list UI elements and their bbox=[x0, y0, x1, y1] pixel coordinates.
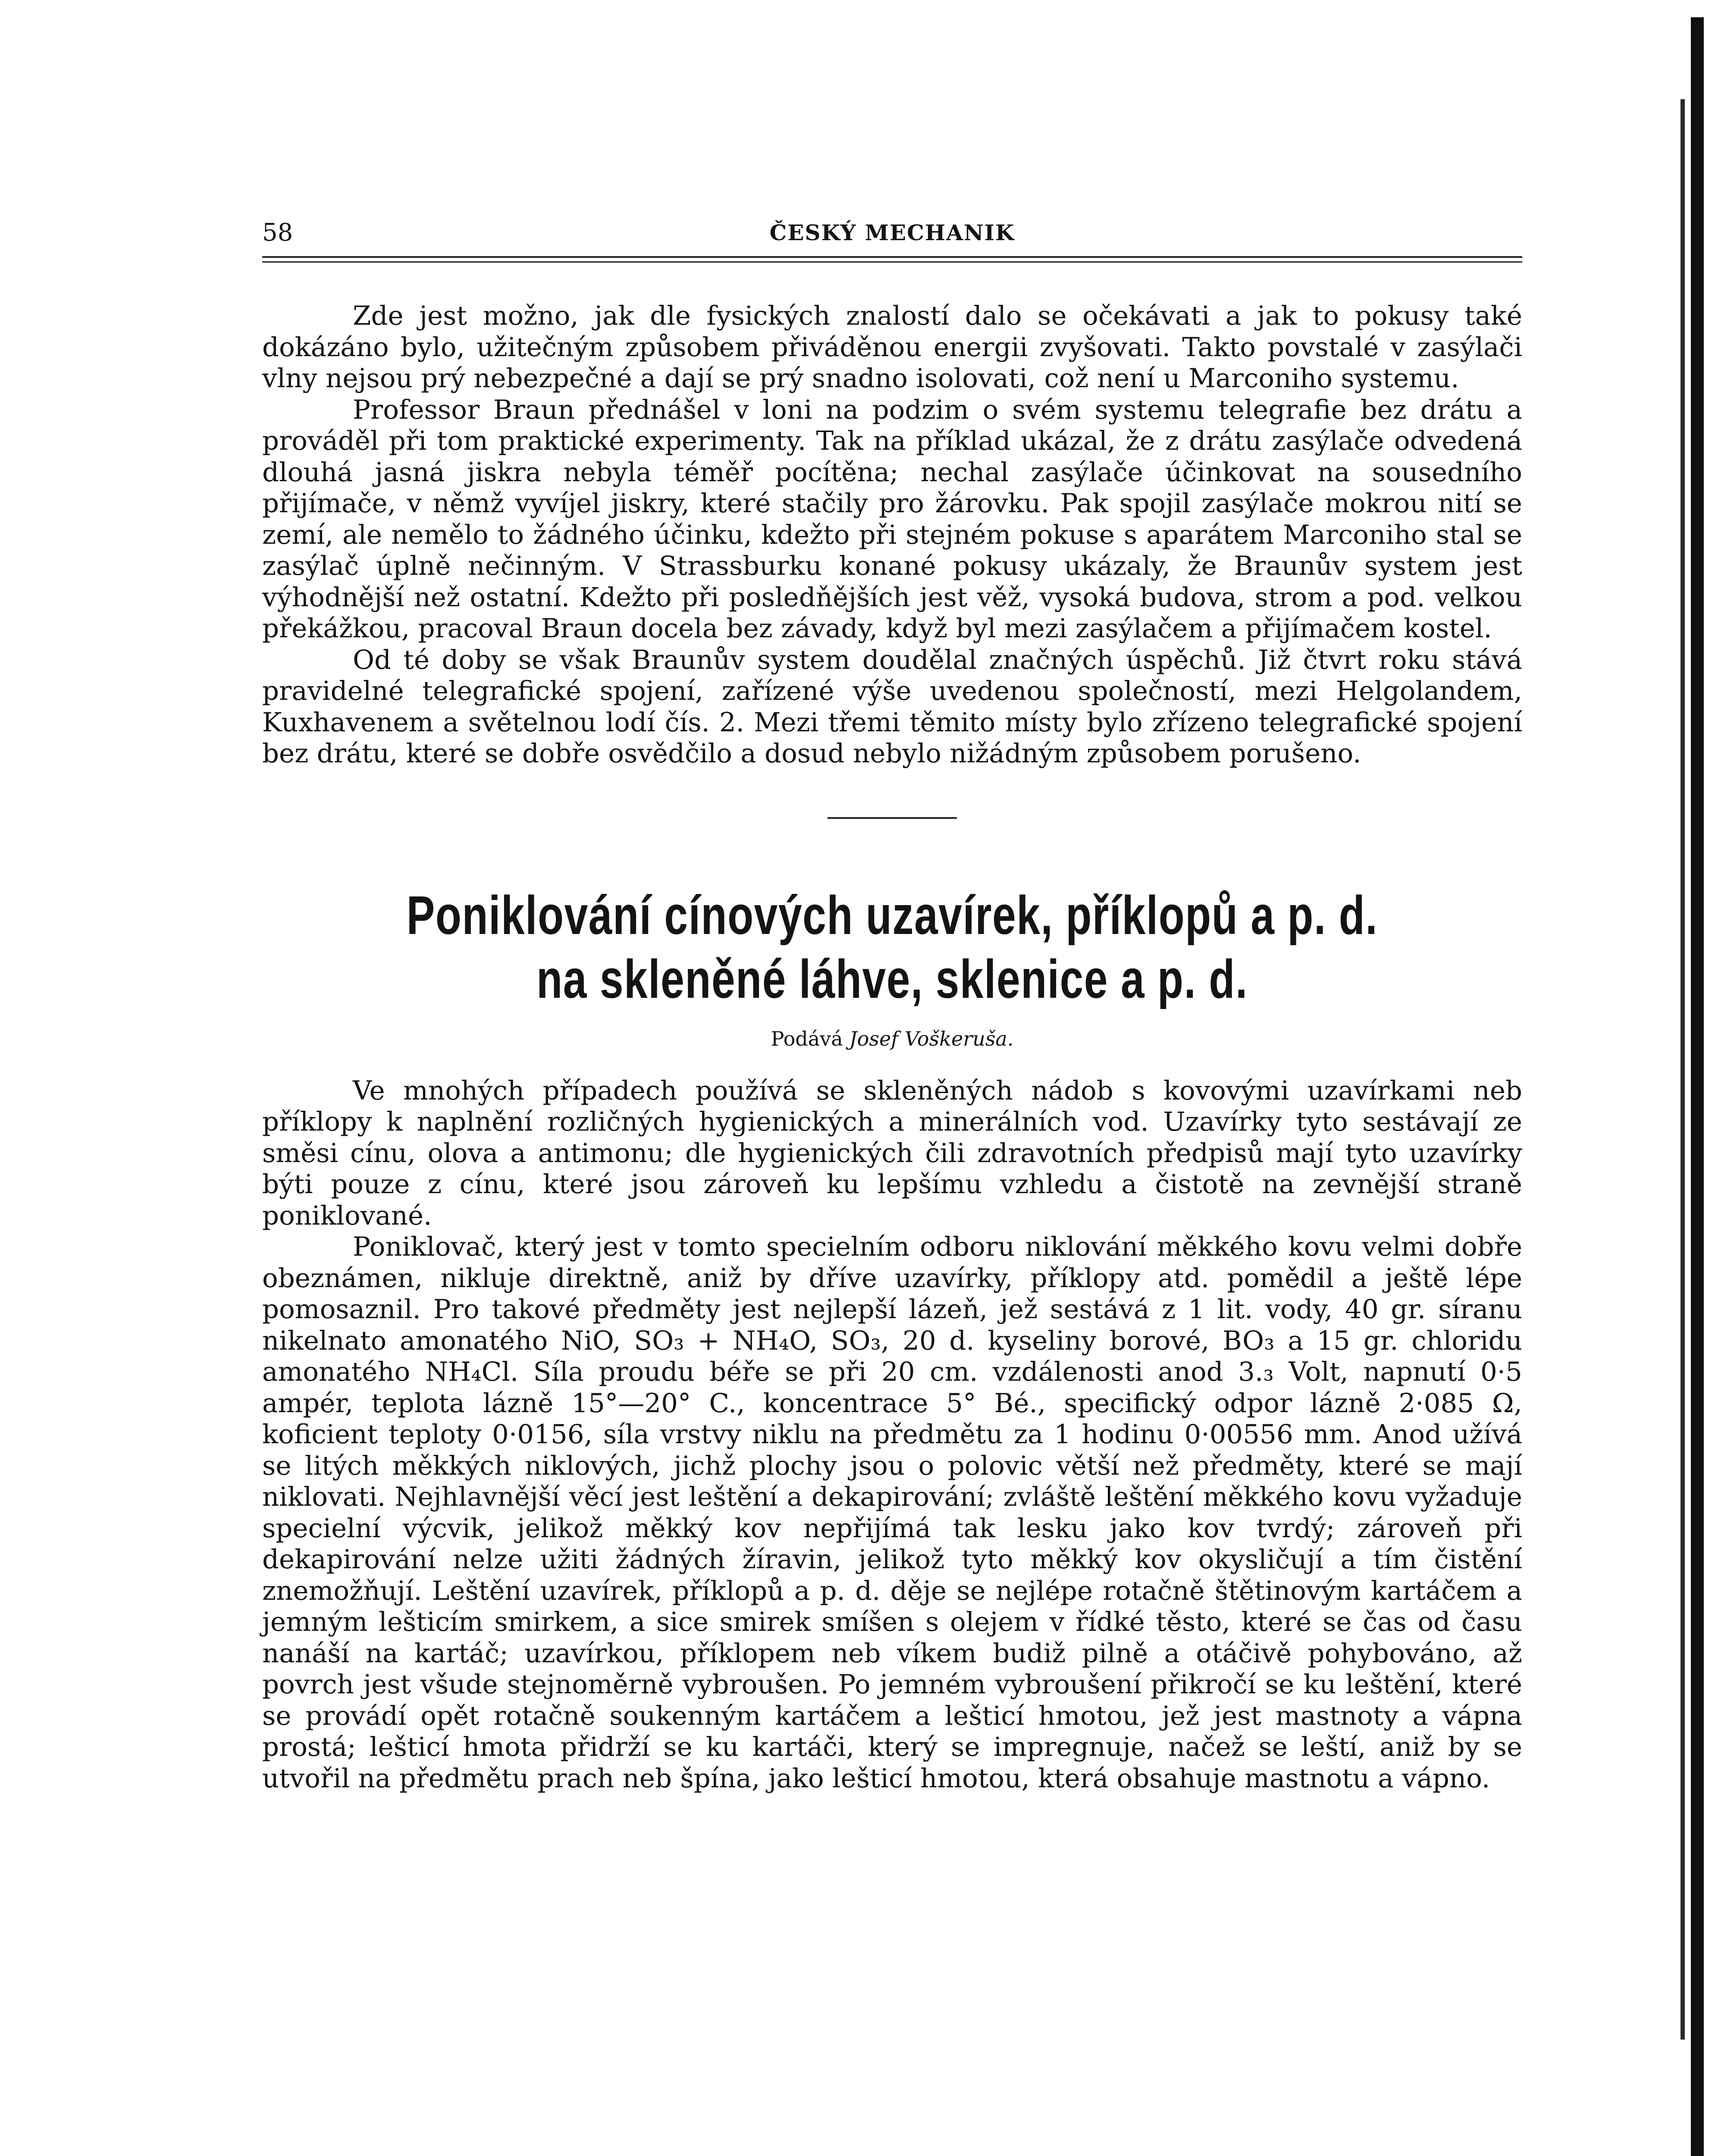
page-edge-shadow bbox=[1691, 17, 1704, 2156]
header-double-rule bbox=[262, 256, 1522, 263]
article-body bbox=[262, 1075, 1522, 1795]
byline-author: Josef Voškeruša. bbox=[849, 1027, 1014, 1050]
article-byline bbox=[262, 1026, 1522, 1052]
page-header bbox=[262, 216, 1522, 250]
article-paragraph-1: Ve mnohých případech používá se skleněných nádob s kovovými uzavírkami neb příklopy k naplnění rozličných hygienických a minerálních vod. Uzavírky tyto sestávají ze směsi cínu, olova a antimonu; dle hygienických čili zdravotních předpisů mají tyto uzavírky býti pouze z cínu, které jsou zároveň ku lepšímu vzhledu a čistotě na zevnější straně poniklované. bbox=[262, 1075, 1522, 1231]
article-title-line-2: na skleněné láhve, sklenice a p. d. bbox=[536, 948, 1248, 1009]
page-number: 58 bbox=[262, 219, 293, 247]
intro-section bbox=[262, 301, 1522, 770]
document-page bbox=[262, 216, 1522, 1794]
byline-prefix: Podává bbox=[771, 1027, 843, 1050]
intro-paragraph-1: Zde jest možno, jak dle fysických znalostí dalo se očekávati a jak to pokusy také dokázáno bylo, užitečným způsobem přiváděnou energii zvyšovati. Takto povstalé v zasýlači vlny nejsou prý nebezpečné a dají se prý snadno isolovati, což není u Marconiho systemu. bbox=[262, 301, 1522, 394]
article-title bbox=[401, 884, 1383, 1011]
intro-paragraph-3: Od té doby se však Braunův system doudělal značných úspěchů. Již čtvrt roku stává pravidelné telegrafické spojení, zařízené výše uvedenou společností, mezi Helgolandem, Kuxhavenem a světelnou lodí čís. 2. Mezi třemi těmito místy bylo zřízeno telegrafické spojení bez drátu, které se dobře osvědčilo a dosud nebylo nižádným způsobem porušeno. bbox=[262, 644, 1522, 769]
article-paragraph-2: Poniklovač, který jest v tomto specielním odboru niklování měkkého kovu velmi dobře obeznámen, nikluje direktně, aniž by dříve uzavírky, příklopy atd. pomědil a ještě lépe pomosaznil. Pro takové předměty jest nejlepší lázeň, jež sestává z 1 lit. vody, 40 gr. síranu nikelnato amonatého NiO, SO₃ + NH₄O, SO₃, 20 d. kyseliny borové, BO₃ a 15 gr. chloridu amonatého NH₄Cl. Síla proudu béře se při 20 cm. vzdálenosti anod 3.₃ Volt, napnutí 0·5 ampér, teplota lázně 15°—20° C., koncentrace 5° Bé., specifický odpor lázně 2·085 Ω, koficient teploty 0·0156, síla vrstvy niklu na předmětu za 1 hodinu 0·00556 mm. Anod užívá se litých měkkých niklových, jichž plochy jsou o polovic větší než předměty, které se mají niklovati. Nejhlavnější věcí jest leštění a dekapirování; zvláště leštění měkkého kovu vyžaduje specielní výcvik, jelikož měkký kov nepřijímá tak lesku jako kov tvrdý; zároveň při dekapirování nelze užiti žádných žíravin, jelikož tyto měkký kov okysličují a tím čistění znemožňují. Leštění uzavírek, příklopů a p. d. děje se nejlépe rotačně štětinovým kartáčem a jemným lešticím smirkem, a sice smirek smíšen s olejem v řídké těsto, které se čas od času nanáší na kartáč; uzavírkou, příklopem neb víkem budiž pilně a otáčivě pohybováno, až povrch jest všude stejnoměrně vybroušen. Po jemném vybroušení přikročí se ku leštění, které se provádí opět rotačně soukenným kartáčem a lešticí hmotou, jež jest mastnoty a vápna prostá; lešticí hmota přidrží se ku kartáči, který se impregnuje, načež se leští, aniž by se utvořil na předmětu prach neb špína, jako lešticí hmotou, která obsahuje mastnotu a vápno. bbox=[262, 1232, 1522, 1794]
intro-paragraph-2: Professor Braun přednášel v loni na podzim o svém systemu telegrafie bez drátu a prováděl při tom praktické experimenty. Tak na příklad ukázal, že z drátu zasýlače odvedená dlouhá jasná jiskra nebyla téměř pocítěna; nechal zasýlače účinkovat na sousedního přijímače, v němž vyvíjel jiskry, které stačily pro žárovku. Pak spojil zasýlače mokrou nití se zemí, ale nemělo to žádného účinku, kdežto při stejném pokuse s aparátem Marconiho stal se zasýlač úplně nečinným. V Strassburku konané pokusy ukázaly, že Braunův system jest výhodnější než ostatní. Kdežto při posledňějších jest věž, vysoká budova, strom a pod. velkou překážkou, pracoval Braun docela bez závady, když byl mezi zasýlačem a přijímačem kostel. bbox=[262, 394, 1522, 644]
running-title: ČESKÝ MECHANIK bbox=[769, 220, 1015, 245]
page-edge-line bbox=[1681, 99, 1685, 2040]
section-separator bbox=[828, 817, 957, 819]
article-title-line-1: Poniklování cínových uzavírek, příklopů a p. d. bbox=[406, 884, 1378, 946]
